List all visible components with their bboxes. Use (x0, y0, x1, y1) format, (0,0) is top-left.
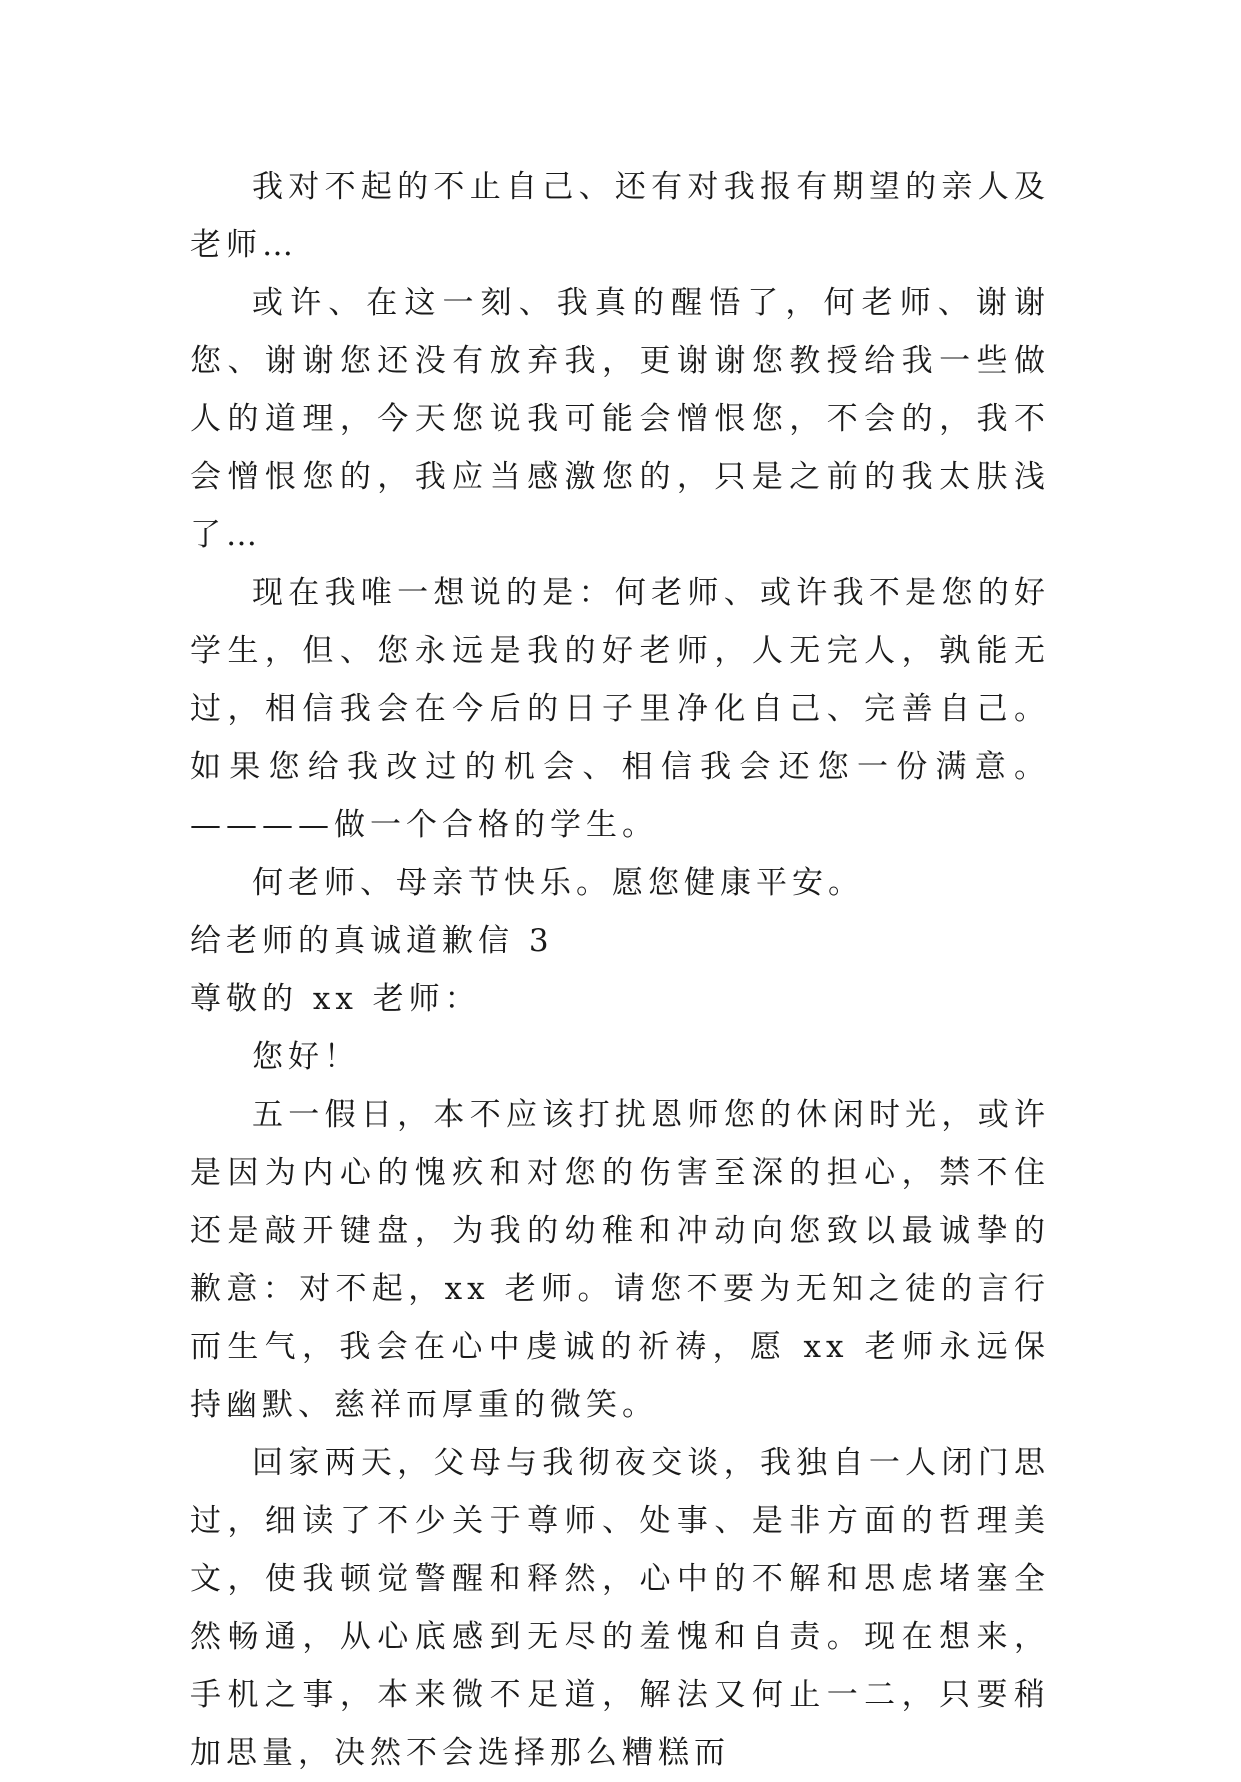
paragraph-1: 我对不起的不止自己、还有对我报有期望的亲人及老师… (190, 169, 1050, 263)
paragraph-2: 或许、在这一刻、我真的醒悟了，何老师、谢谢您、谢谢您还没有放弃我，更谢谢您教授给我一些做人的道理，今天您说我可能会憎恨您，不会的，我不会憎恨您的，我应当感激您的，只是之前的我太肤浅了… (190, 285, 1050, 553)
greeting: 您好！ (252, 1039, 360, 1075)
salutation: 尊敬的 xx 老师： (190, 981, 481, 1017)
section-title: 给老师的真诚道歉信 3 (190, 923, 554, 959)
body-paragraph-2: 回家两天，父母与我彻夜交谈，我独自一人闭门思过，细读了不少关于尊师、处事、是非方面的哲理美文，使我顿觉警醒和释然，心中的不解和思虑堵塞全然畅通，从心底感到无尽的羞愧和自责。现在想来，手机之事，本来微不足道，解法又何止一二，只要稍加思量，决然不会选择那么糟糕而 (190, 1445, 1050, 1771)
body-paragraph-1: 五一假日，本不应该打扰恩师您的休闲时光，或许是因为内心的愧疚和对您的伤害至深的担心，禁不住还是敲开键盘，为我的幼稚和冲动向您致以最诚挚的歉意：对不起，xx 老师。请您不要为无知之徒的言行而生气，我会在心中虔诚的祈祷，愿 xx 老师永远保持幽默、慈祥而厚重的微笑。 (190, 1097, 1050, 1423)
paragraph-3: 现在我唯一想说的是：何老师、或许我不是您的好学生，但、您永远是我的好老师，人无完人，孰能无过，相信我会在今后的日子里净化自己、完善自己。如果您给我改过的机会、相信我会还您一份满意。 ————做一个合格的学生。 (190, 575, 1050, 843)
paragraph-4: 何老师、母亲节快乐。愿您健康平安。 (252, 865, 864, 901)
document-body (190, 158, 1050, 1782)
